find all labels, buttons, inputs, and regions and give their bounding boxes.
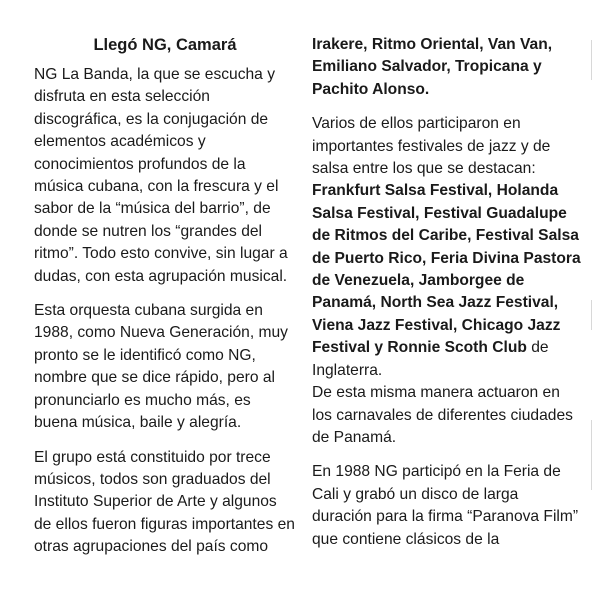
- scan-edge-mark: [591, 40, 592, 80]
- carnivals-text: De esta misma manera actuaron en los carnavales de diferentes ciudades de Panamá.: [312, 384, 573, 446]
- paragraph-festivals: [312, 113, 582, 449]
- right-column: [312, 34, 582, 563]
- left-column: [34, 34, 296, 571]
- scan-edge-mark: [591, 300, 592, 330]
- paragraph-members: El grupo está constituido por trece músicos, todos son graduados del Instituto Superior de Arte y algunos de ellos fueron figuras importantes en otras agrupaciones del país como: [34, 448, 295, 556]
- festivals-intro: Varios de ellos participaron en importantes festivales de jazz y de salsa entre los que se destacan:: [312, 115, 551, 178]
- paragraph-intro: NG La Banda, la que se escucha y disfruta en esta selección discográfica, es la conjugación de elementos académicos y conocimientos profundos de la música cubana, con la frescura y el sabor de la “música del barrio”, de donde se nutren los “grandes del ritmo”. Todo esto convive, sin lugar a dudas, con esta agrupación musical.: [34, 66, 288, 285]
- festivals-list: Frankfurt Salsa Festival, Holanda Salsa Festival, Festival Guadalupe de Ritmos del Caribe, Festival Salsa de Puerto Rico, Feria Divina Pastora de Venezuela, Jamborgee de Panamá, North Sea Jazz Festival, Viena Jazz Festival, Chicago Jazz Festival y Ronnie Scoth Club: [312, 182, 581, 357]
- bands-list: Irakere, Ritmo Oriental, Van Van, Emiliano Salvador, Tropicana y Pachito Alonso.: [312, 36, 553, 98]
- festivals-tail: de Inglaterra.: [312, 339, 549, 379]
- paragraph-cali: En 1988 NG participó en la Feria de Cali y grabó un disco de larga duración para la firma “Paranova Film” que contiene clásicos de la: [312, 463, 579, 548]
- paragraph-origin: Esta orquesta cubana surgida en 1988, como Nueva Generación, muy pronto se le identificó como NG, nombre que se dice rápido, pero al pronunciarlo es mucho más, es buena música, baile y alegría.: [34, 302, 288, 432]
- article-title: Llegó NG, Camará: [93, 36, 237, 54]
- scan-edge-mark: [591, 420, 592, 490]
- paragraph-bands: [312, 34, 582, 101]
